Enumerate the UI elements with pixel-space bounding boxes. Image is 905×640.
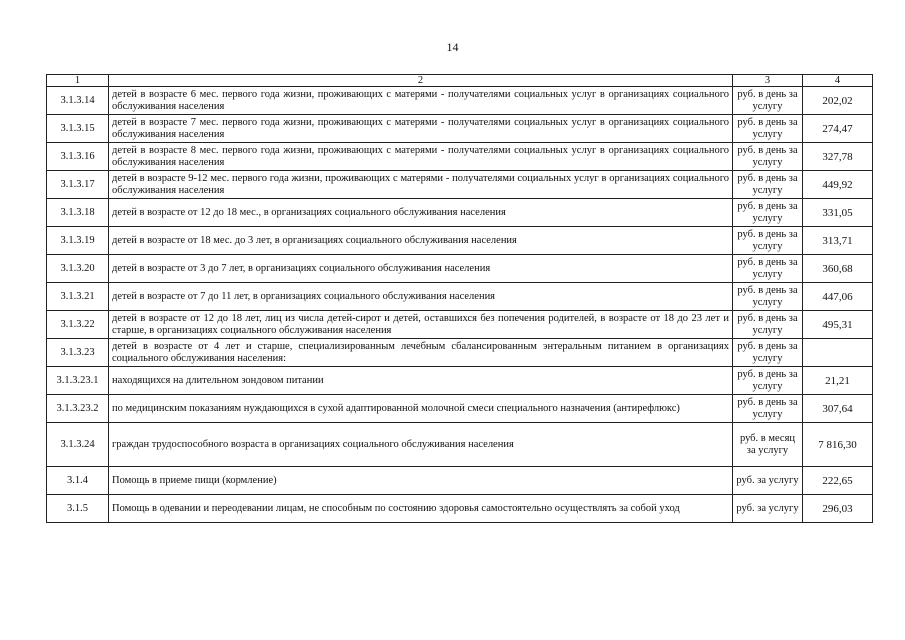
table-header-row <box>47 75 873 87</box>
row-description: по медицинским показаниям нуждающихся в сухой адаптированной молочной смеси специального назначения (антирефлюкс) <box>109 395 733 423</box>
row-unit: руб. за услугу <box>733 467 803 495</box>
row-code: 3.1.3.24 <box>47 423 109 467</box>
row-description: граждан трудоспособного возраста в организациях социального обслуживания населения <box>109 423 733 467</box>
row-code: 3.1.3.23.2 <box>47 395 109 423</box>
row-description: детей в возрасте от 18 мес. до 3 лет, в организациях социального обслуживания населения <box>109 227 733 255</box>
row-code: 3.1.3.21 <box>47 283 109 311</box>
row-description: детей в возрасте от 12 до 18 мес., в организациях социального обслуживания населения <box>109 199 733 227</box>
row-unit: руб. в день за услугу <box>733 115 803 143</box>
row-value: 447,06 <box>803 283 873 311</box>
row-description: детей в возрасте 8 мес. первого года жизни, проживающих с матерями - получателями социальных услуг в организациях социального обслуживания населения <box>109 143 733 171</box>
row-code: 3.1.3.23 <box>47 339 109 367</box>
tariff-table <box>46 74 873 523</box>
row-code: 3.1.3.16 <box>47 143 109 171</box>
row-value: 222,65 <box>803 467 873 495</box>
row-value: 327,78 <box>803 143 873 171</box>
row-description: детей в возрасте от 4 лет и старше, специализированным лечебным сбалансированным энтеральным питанием в организациях социального обслуживания населения: <box>109 339 733 367</box>
row-code: 3.1.3.22 <box>47 311 109 339</box>
row-unit: руб. в день за услугу <box>733 227 803 255</box>
row-description: детей в возрасте от 7 до 11 лет, в организациях социального обслуживания населения <box>109 283 733 311</box>
row-code: 3.1.3.23.1 <box>47 367 109 395</box>
row-code: 3.1.3.15 <box>47 115 109 143</box>
row-code: 3.1.3.17 <box>47 171 109 199</box>
table-row <box>47 395 873 423</box>
row-unit: руб. в месяц за услугу <box>733 423 803 467</box>
row-description: детей в возрасте от 12 до 18 лет, лиц из числа детей-сирот и детей, оставшихся без попечения родителей, в возрасте от 18 до 23 лет и старше, в организациях социального обслуживания населения <box>109 311 733 339</box>
row-unit: руб. в день за услугу <box>733 339 803 367</box>
row-value <box>803 339 873 367</box>
table-row <box>47 367 873 395</box>
page-number: 14 <box>446 40 459 54</box>
column-header: 2 <box>109 75 733 87</box>
row-code: 3.1.3.19 <box>47 227 109 255</box>
row-code: 3.1.5 <box>47 495 109 523</box>
table-row <box>47 467 873 495</box>
row-value: 495,31 <box>803 311 873 339</box>
table-row <box>47 423 873 467</box>
row-description: детей в возрасте 7 мес. первого года жизни, проживающих с матерями - получателями социальных услуг в организациях социального обслуживания населения <box>109 115 733 143</box>
row-description: детей в возрасте 9-12 мес. первого года жизни, проживающих с матерями - получателями социальных услуг в организациях социального обслуживания населения <box>109 171 733 199</box>
row-code: 3.1.4 <box>47 467 109 495</box>
row-code: 3.1.3.14 <box>47 87 109 115</box>
table-row <box>47 283 873 311</box>
table-row <box>47 115 873 143</box>
row-unit: руб. в день за услугу <box>733 171 803 199</box>
row-value: 449,92 <box>803 171 873 199</box>
row-value: 21,21 <box>803 367 873 395</box>
row-description: находящихся на длительном зондовом питании <box>109 367 733 395</box>
row-value: 331,05 <box>803 199 873 227</box>
table-row <box>47 171 873 199</box>
table-row <box>47 311 873 339</box>
row-value: 307,64 <box>803 395 873 423</box>
row-unit: руб. в день за услугу <box>733 87 803 115</box>
row-value: 313,71 <box>803 227 873 255</box>
row-value: 7 816,30 <box>803 423 873 467</box>
column-header: 1 <box>47 75 109 87</box>
row-unit: руб. в день за услугу <box>733 199 803 227</box>
table-row <box>47 143 873 171</box>
row-description: Помощь в одевании и переодевании лицам, не способным по состоянию здоровья самостоятельно осуществлять за собой уход <box>109 495 733 523</box>
table-row <box>47 255 873 283</box>
table-row <box>47 87 873 115</box>
row-description: детей в возрасте 6 мес. первого года жизни, проживающих с матерями - получателями социальных услуг в организациях социального обслуживания населения <box>109 87 733 115</box>
row-description: Помощь в приеме пищи (кормление) <box>109 467 733 495</box>
row-unit: руб. в день за услугу <box>733 311 803 339</box>
row-unit: руб. в день за услугу <box>733 143 803 171</box>
table-row <box>47 339 873 367</box>
row-value: 360,68 <box>803 255 873 283</box>
row-unit: руб. за услугу <box>733 495 803 523</box>
column-header: 4 <box>803 75 873 87</box>
row-value: 296,03 <box>803 495 873 523</box>
row-unit: руб. в день за услугу <box>733 367 803 395</box>
table-row <box>47 199 873 227</box>
column-header: 3 <box>733 75 803 87</box>
row-code: 3.1.3.18 <box>47 199 109 227</box>
table-row <box>47 227 873 255</box>
row-value: 274,47 <box>803 115 873 143</box>
row-unit: руб. в день за услугу <box>733 283 803 311</box>
row-code: 3.1.3.20 <box>47 255 109 283</box>
row-unit: руб. в день за услугу <box>733 255 803 283</box>
row-unit: руб. в день за услугу <box>733 395 803 423</box>
row-description: детей в возрасте от 3 до 7 лет, в организациях социального обслуживания населения <box>109 255 733 283</box>
table-row <box>47 495 873 523</box>
row-value: 202,02 <box>803 87 873 115</box>
